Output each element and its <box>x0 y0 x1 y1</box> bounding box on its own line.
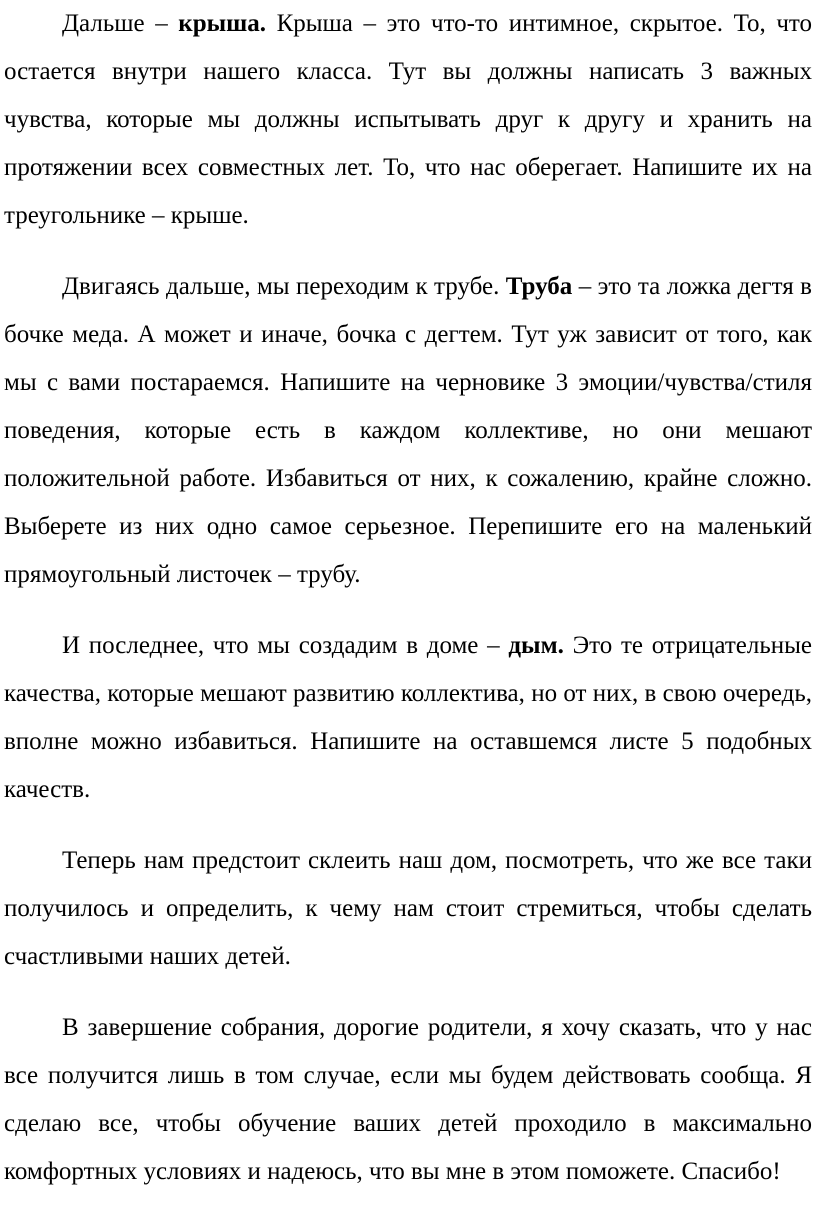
paragraph-assemble-house <box>4 837 812 981</box>
smoke-term: дым. <box>508 632 564 659</box>
paragraph-chimney <box>4 263 812 599</box>
paragraph-conclusion <box>4 1004 812 1196</box>
roof-term: крыша. <box>178 10 266 37</box>
chimney-term: Труба <box>505 273 573 300</box>
roof-intro-text: Дальше – <box>62 10 179 37</box>
conclusion-text: В завершение собрания, дорогие родители, я хочу сказать, что у нас все получится лишь в том случае, если мы будем действовать сообща. Я сделаю все, чтобы обучение ваших детей проходило в максимально комфортных условиях и надеюсь, что вы мне в этом поможете. Спасибо! <box>4 1014 812 1185</box>
assemble-house-text: Теперь нам предстоит склеить наш дом, посмотреть, что же все таки получилось и определить, к чему нам стоит стремиться, чтобы сделать счастливыми наших детей. <box>4 847 812 970</box>
document-page <box>4 0 812 1219</box>
smoke-intro-text: И последнее, что мы создадим в доме – <box>62 632 509 659</box>
chimney-intro-text: Двигаясь дальше, мы переходим к трубе. <box>62 273 506 300</box>
roof-description-text: Крыша – это что-то интимное, скрытое. То, что остается внутри нашего класса. Тут вы должны написать 3 важных чувства, которые мы должны испытывать друг к другу и хранить на протяжении всех совместных лет. То, что нас оберегает. Напишите их на треугольнике – крыше. <box>4 10 813 229</box>
paragraph-smoke <box>4 622 812 814</box>
chimney-description-text: – это та ложка дегтя в бочке меда. А может и иначе, бочка с дегтем. Тут уж зависит от того, как мы с вами постараемся. Напишите на черновике 3 эмоции/чувства/стиля поведения, которые есть в каждом коллективе, но они мешают положительной работе. Избавиться от них, к сожалению, крайне сложно. Выберете из них одно самое серьезное. Перепишите его на маленький прямоугольный листочек – трубу. <box>4 273 812 588</box>
paragraph-roof <box>4 0 812 240</box>
smoke-description-text: Это те отрицательные качества, которые мешают развитию коллектива, но от них, в свою очередь, вполне можно избавиться. Напишите на оставшемся листе 5 подобных качеств. <box>4 632 812 803</box>
